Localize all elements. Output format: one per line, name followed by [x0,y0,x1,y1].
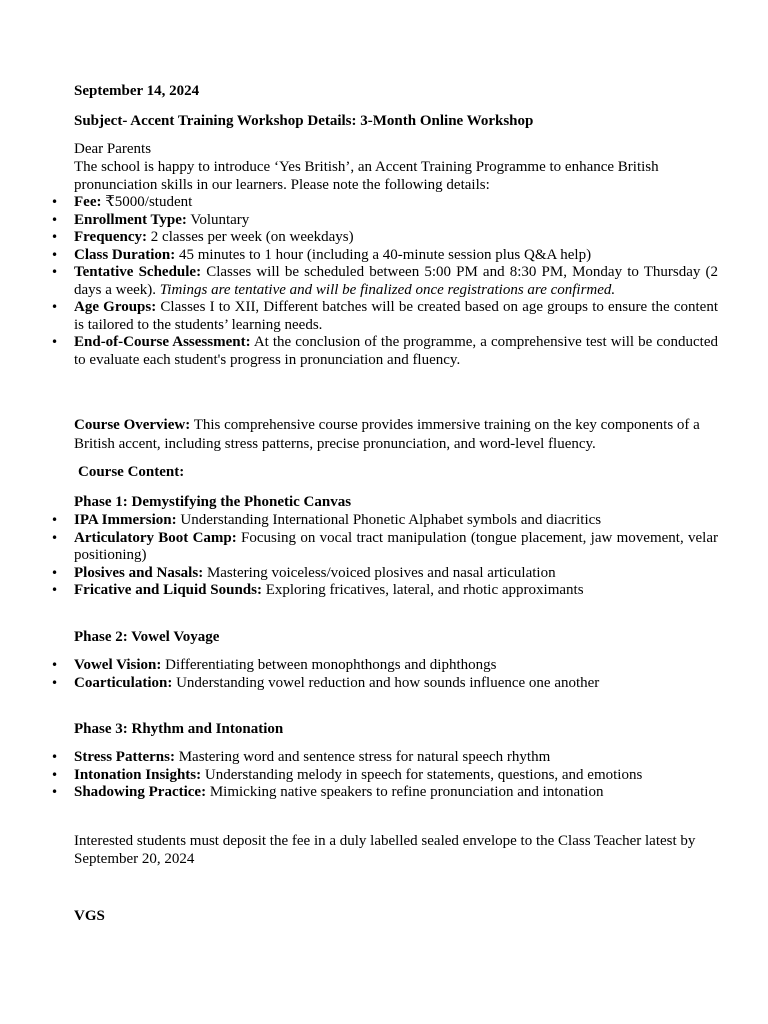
item-text: Understanding vowel reduction and how sounds influence one another [172,674,600,691]
phase1-title: Phase 1: Demystifying the Phonetic Canvas [74,494,352,510]
detail-label: Frequency: [74,229,148,245]
phase2-item [74,657,718,675]
course-content-heading: Course Content: [78,464,185,480]
details-list [74,194,718,369]
detail-age-groups [74,299,718,334]
detail-fee [74,194,718,212]
phase1-item [74,582,718,600]
phase1-item [74,565,718,583]
detail-enrollment-type [74,212,718,230]
phase1-list [74,512,718,600]
detail-text: 45 minutes to 1 hour (including a 40-minute session plus Q&A help) [175,246,592,263]
detail-label: Tentative Schedule: [74,264,202,280]
detail-tentative-schedule [74,264,718,299]
item-label: Plosives and Nasals: [74,564,204,581]
phase2-item [74,675,718,693]
phase3-item [74,767,718,785]
phase3-item [74,784,718,802]
detail-note: Timings are tentative and will be finalized once registrations are confirmed. [159,281,616,298]
item-text: Mastering word and sentence stress for natural speech rhythm [174,749,551,765]
detail-text: At the conclusion of the programme, a comprehensive test will be conducted to evaluate each student's progress in pronunciation and fluency. [74,334,719,368]
phase3-list [74,749,718,802]
item-text: Mimicking native speakers to refine pronunciation and intonation [206,784,604,800]
phase2-title: Phase 2: Vowel Voyage [74,629,220,645]
phase3-item [74,749,718,767]
phase2-list [74,657,718,692]
item-text: Differentiating between monophthongs and diphthongs [161,657,497,673]
detail-label: Enrollment Type: [74,211,187,228]
detail-text: Classes will be scheduled between 5:00 PM and 8:30 PM, Monday to Thursday (2 days a week). [74,264,719,298]
detail-text: Voluntary [186,211,250,228]
letter-date: September 14, 2024 [74,83,200,99]
detail-label: End-of-Course Assessment: [74,334,251,350]
item-text: Understanding melody in speech for statements, questions, and emotions [201,766,643,783]
overview-label: Course Overview: [74,417,191,433]
item-label: Coarticulation: [74,674,173,691]
overview-text: This comprehensive course provides immersive training on the key components of a British accent, including stress patterns, precise pronunciation, and word-level fluency. [74,417,700,452]
item-text: Exploring fricatives, lateral, and rhotic approximants [261,582,584,598]
phase1-item [74,530,718,565]
intro-paragraph: The school is happy to introduce ‘Yes British’, an Accent Training Programme to enhance British pronunciation skills in our learners. Please note the following details: [74,159,659,193]
item-label: Vowel Vision: [74,657,162,673]
detail-text: ₹5000/student [101,194,193,210]
phase3-title: Phase 3: Rhythm and Intonation [74,721,284,737]
item-label: IPA Immersion: [74,512,177,528]
course-overview [74,416,718,454]
item-text: Understanding International Phonetic Alphabet symbols and diacritics [176,512,602,528]
letter-subject: Subject- Accent Training Workshop Details: 3-Month Online Workshop [74,113,534,129]
phase1-item [74,512,718,530]
detail-text: 2 classes per week (on weekdays) [147,229,354,245]
detail-class-duration [74,247,718,265]
item-label: Intonation Insights: [74,766,202,783]
detail-label: Fee: [74,194,102,210]
item-label: Stress Patterns: [74,749,175,765]
item-text: Focusing on vocal tract manipulation (tongue placement, jaw movement, velar positioning) [74,529,718,563]
salutation: Dear Parents [74,141,152,157]
item-label: Fricative and Liquid Sounds: [74,582,262,598]
item-label: Shadowing Practice: [74,784,207,800]
detail-label: Class Duration: [74,246,176,263]
detail-text: Classes I to XII, Different batches will be created based on age groups to ensure the content is tailored to the students’ learning needs. [74,299,719,333]
detail-frequency [74,229,718,247]
detail-assessment [74,334,718,369]
closing-paragraph: Interested students must deposit the fee in a duly labelled sealed envelope to the Class Teacher latest by September 20, 2024 [74,833,696,867]
detail-label: Age Groups: [74,299,157,315]
signature: VGS [74,908,105,924]
item-label: Articulatory Boot Camp: [74,529,237,546]
item-text: Mastering voiceless/voiced plosives and nasal articulation [203,564,556,581]
